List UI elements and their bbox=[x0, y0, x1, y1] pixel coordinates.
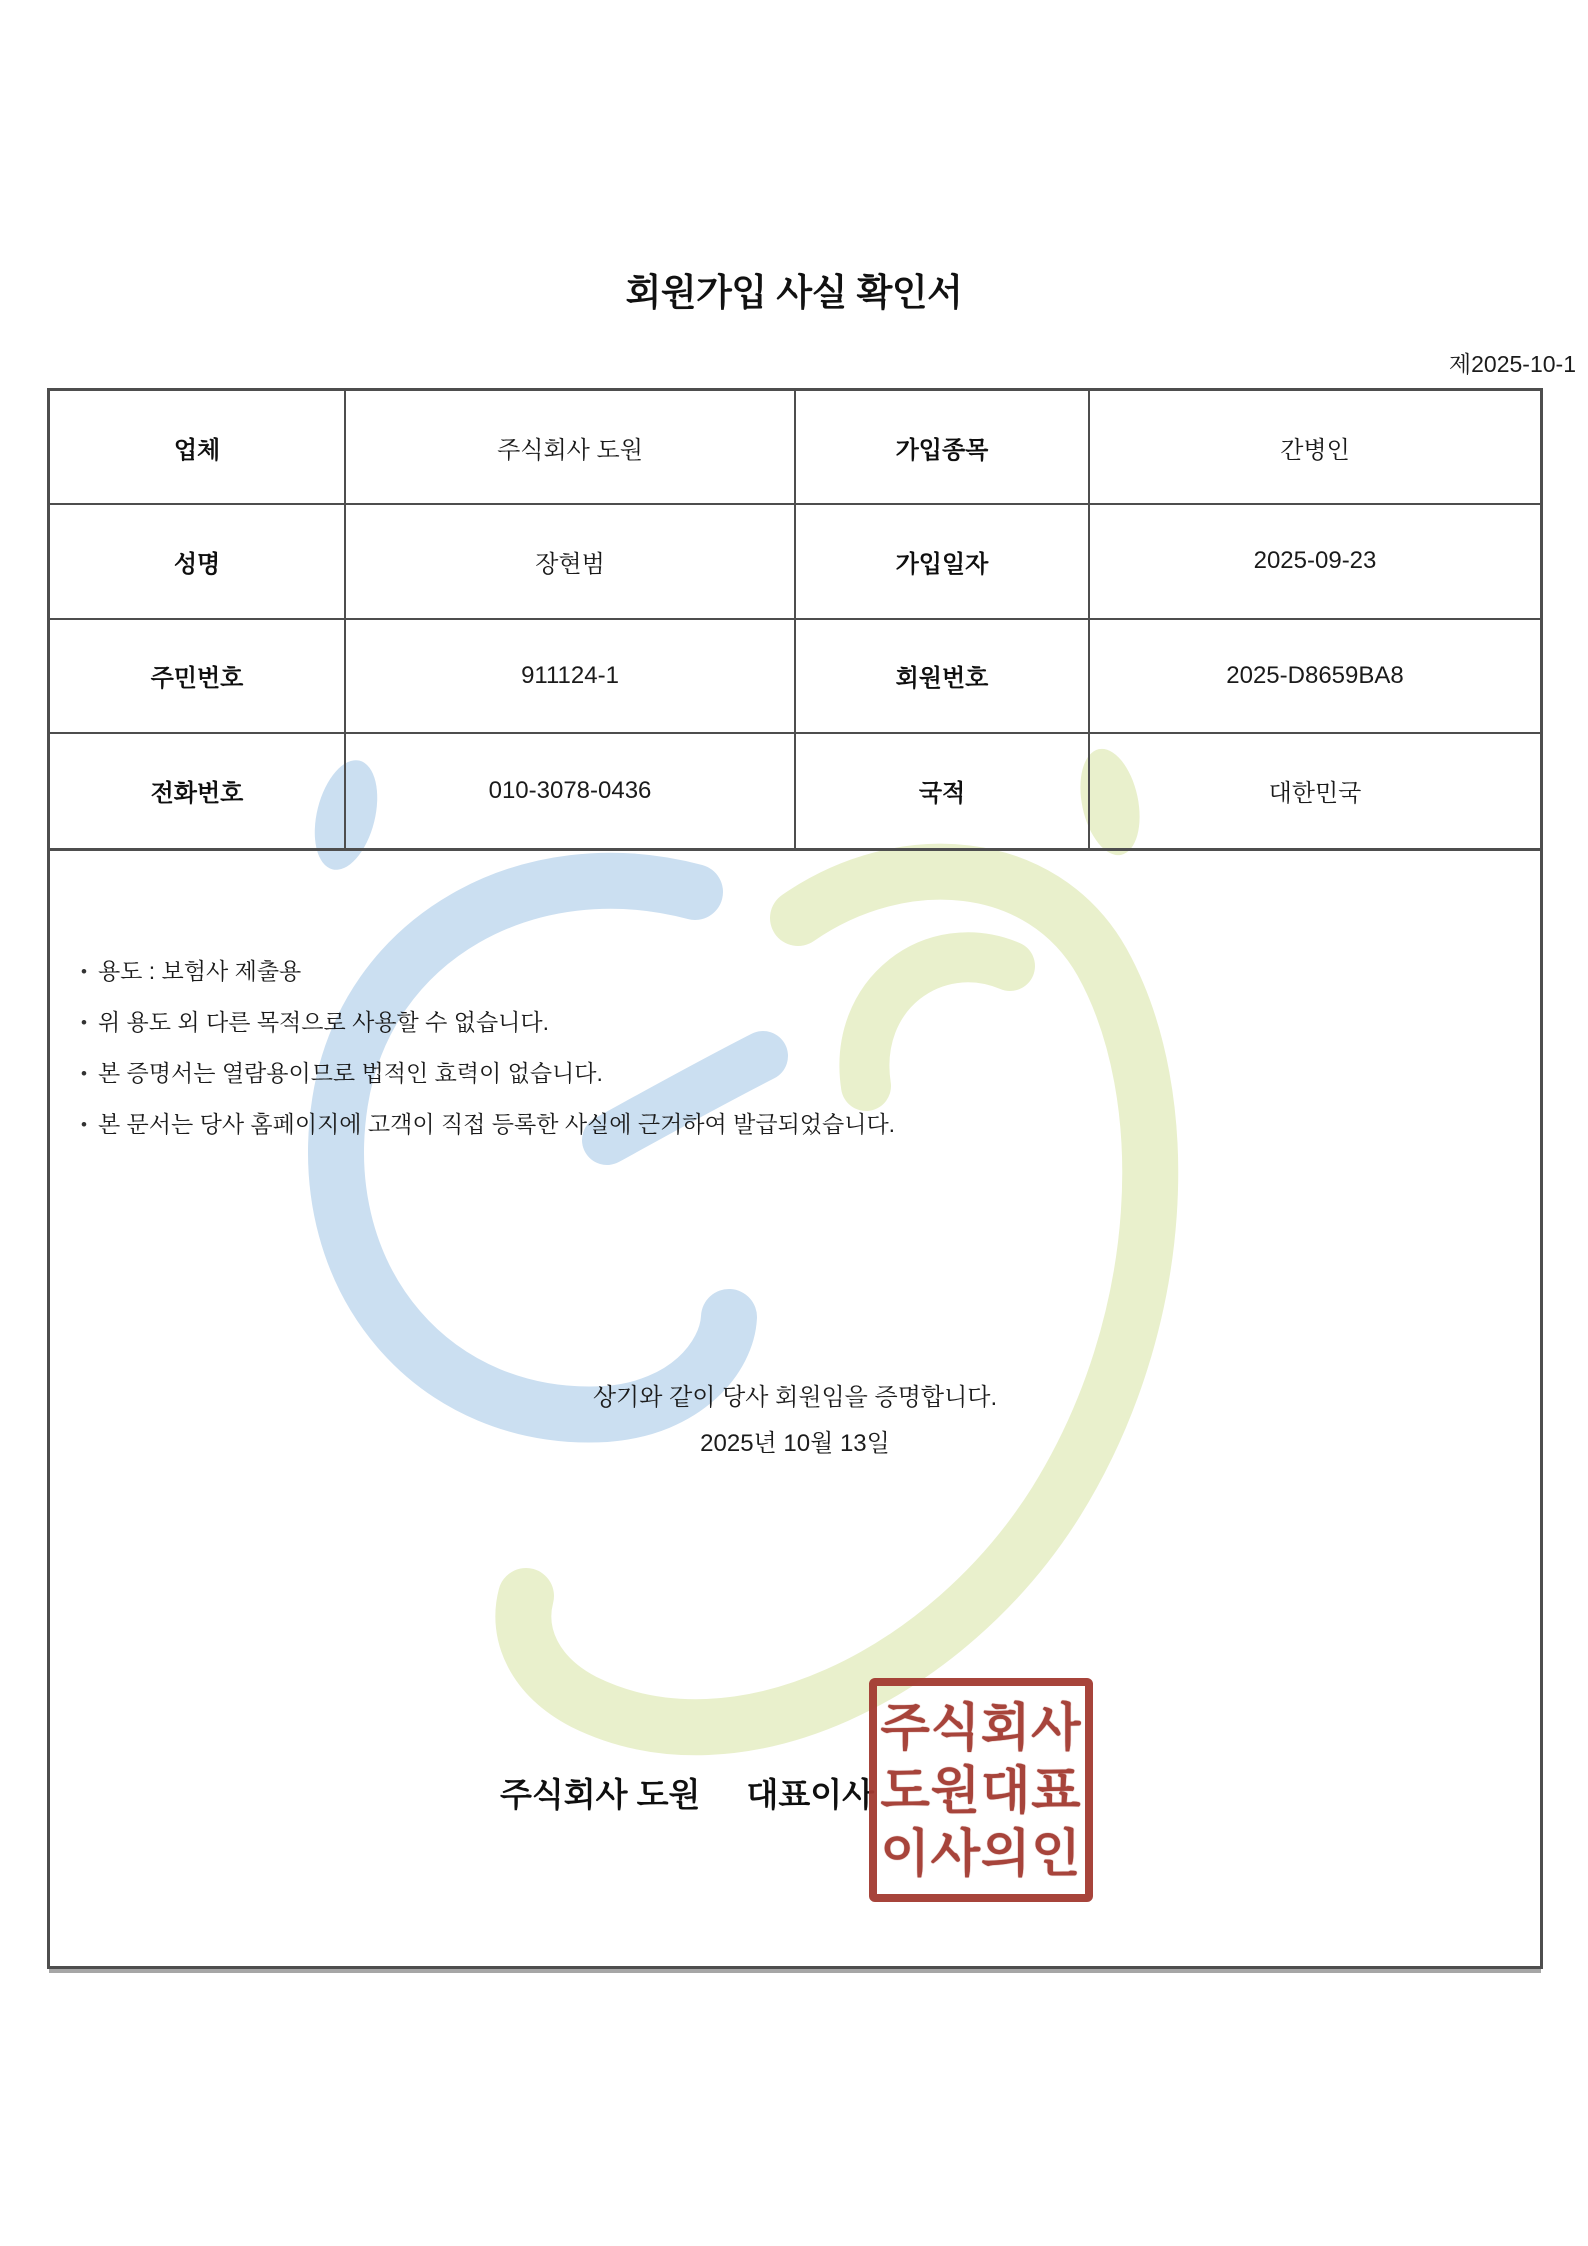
value-join-date: 2025-09-23 bbox=[1090, 505, 1540, 619]
signature-line bbox=[500, 1769, 920, 1816]
statement-line: 상기와 같이 당사 회원임을 증명합니다. bbox=[592, 1384, 998, 1411]
bullet-icon: • bbox=[81, 1064, 87, 1083]
seal-text-row: 도원대표 bbox=[880, 1761, 1082, 1819]
signature-role: 대표이사 bbox=[746, 1776, 874, 1813]
bullet-icon: • bbox=[81, 1115, 87, 1134]
label-phone: 전화번호 bbox=[50, 734, 346, 848]
corporate-seal bbox=[869, 1678, 1093, 1902]
note-text: 본 문서는 당사 홈페이지에 고객이 직접 등록한 사실에 근거하여 발급되었습니다. bbox=[97, 1111, 896, 1137]
note-legal bbox=[81, 1049, 895, 1100]
label-nationality: 국적 bbox=[796, 734, 1090, 848]
notes-section bbox=[47, 851, 1543, 1969]
note-source bbox=[81, 1100, 895, 1151]
label-company: 업체 bbox=[50, 391, 346, 505]
value-company: 주식회사 도원 bbox=[346, 391, 796, 505]
member-info-table bbox=[47, 388, 1543, 851]
value-nationality: 대한민국 bbox=[1268, 780, 1362, 808]
document-number: 제2025-10-1 bbox=[1448, 351, 1576, 377]
note-text: 용도 : 보험사 제출용 bbox=[97, 958, 302, 984]
value-membership-type: 간병인 bbox=[1090, 391, 1540, 505]
label-name: 성명 bbox=[50, 505, 346, 619]
certification-statement bbox=[50, 1375, 1540, 1467]
label-membership-type: 가입종목 bbox=[796, 391, 1090, 505]
value-name: 장현범 bbox=[346, 505, 796, 619]
statement-date: 2025년 10월 13일 bbox=[700, 1430, 890, 1457]
label-resident-id: 주민번호 bbox=[50, 620, 346, 734]
label-member-number: 회원번호 bbox=[796, 620, 1090, 734]
note-restriction bbox=[81, 998, 895, 1049]
note-text: 위 용도 외 다른 목적으로 사용할 수 없습니다. bbox=[97, 1009, 549, 1035]
note-text: 본 증명서는 열람용이므로 법적인 효력이 없습니다. bbox=[97, 1060, 603, 1086]
value-member-number: 2025-D8659BA8 bbox=[1090, 620, 1540, 734]
bullet-icon: • bbox=[81, 962, 87, 981]
seal-text-row: 이사의인 bbox=[880, 1824, 1082, 1882]
signature-company: 주식회사 도원 bbox=[500, 1776, 701, 1813]
value-resident-id: 911124-1 bbox=[346, 620, 796, 734]
notes-list bbox=[81, 947, 895, 1151]
bullet-icon: • bbox=[81, 1013, 87, 1032]
value-phone: 010-3078-0436 bbox=[346, 734, 796, 848]
seal-text-row: 주식회사 bbox=[880, 1698, 1082, 1756]
label-join-date: 가입일자 bbox=[796, 505, 1090, 619]
note-usage bbox=[81, 947, 895, 998]
page-title: 회원가입 사실 확인서 bbox=[625, 272, 963, 313]
